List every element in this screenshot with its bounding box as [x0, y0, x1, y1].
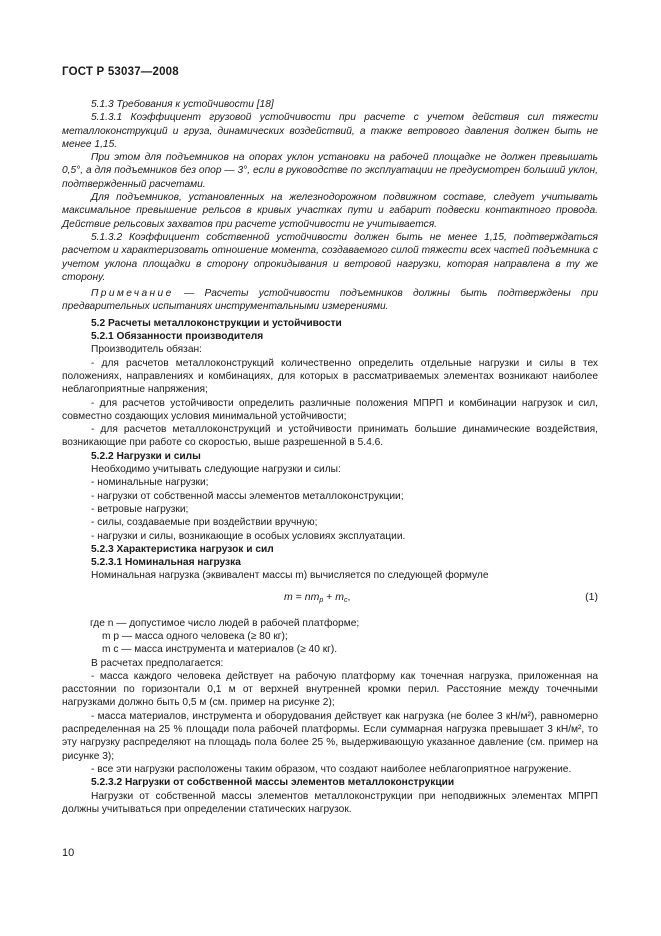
list-item: - силы, создаваемые при воздействии вручную;: [91, 517, 318, 529]
section-5-2-3-1-title: 5.2.3.1 Номинальная нагрузка: [91, 557, 241, 569]
paragraph-5-1-3-2: 5.1.3.2 Коэффициент собственной устойчивости должен быть не менее 1,15, подтверждаться расчетом и характеризовать отношение момента, создаваемого силой тяжести всех частей подъемника с учетом уклона площадки в сторону опрокидывания и ветровой нагрузки, которая направлена в ту же сторону.: [62, 231, 598, 283]
section-5-2-3-2-title: 5.2.3.2 Нагрузки от собственной массы элементов металлоконструкции: [91, 777, 455, 789]
list-item: - масса каждого человека действует на рабочую платформу как точечная нагрузка, приложенная на расстоянии по горизонтали 0,1 м от верхней внутренней кромки перил. Расстояние между точечными нагрузками должно быть 0,5 м (см. пример на рисунке 2);: [62, 670, 598, 709]
formula-expression: $m = nm_p + m_c$,: [284, 590, 351, 604]
list-item: - для расчетов устойчивости определить различные положения МПРП и комбинации нагрузок и сил, совместно создающих условия минимальной устойчивости;: [62, 397, 598, 422]
section-5-2-1-title: 5.2.1 Обязанности производителя: [91, 331, 264, 343]
list-item: - номинальные нагрузки;: [91, 477, 209, 489]
where-mc: m c — масса инструмента и материалов (≥ 40 кг).: [102, 644, 338, 656]
note: [62, 287, 598, 314]
list-item: - нагрузки и силы, возникающие в особых условиях эксплуатации.: [91, 530, 406, 542]
document-header: ГОСТ Р 53037—2008: [62, 66, 179, 78]
list-item: - все эти нагрузки расположены таким образом, что создают наиболее неблагоприятное нагружение.: [91, 763, 572, 775]
where-n: где n — допустимое число людей в рабочей платформе;: [90, 617, 360, 629]
formula-number: (1): [585, 590, 598, 603]
paragraph-5-1-3-1-rail: Для подъемников, установленных на железнодорожном подвижном составе, следует учитывать максимальное превышение рельсов в кривых участках пути и габарит подвески контактного провода. Действие рельсовых захватов при расчете устойчивости не учитывается.: [62, 192, 598, 230]
assumptions-intro: В расчетах предполагается:: [91, 657, 224, 669]
paragraph-5-1-3-1-slope: При этом для подъемников на опорах уклон установки на рабочей площадке не должен превышать 0,5°, а для подъемников без опор — 3°, если в руководстве по эксплуатации не предусмотрен больший уклон, подтвержденный расчетами.: [62, 152, 598, 190]
formula-1: [62, 589, 598, 611]
section-5-2-3-2-text: Нагрузки от собственной массы элементов металлоконструкции при неподвижных элементах МПРП должны учитываться при определении статических нагрузок.: [62, 790, 598, 815]
section-5-2-2-title: 5.2.2 Нагрузки и силы: [91, 450, 201, 462]
page-number: 10: [62, 847, 75, 859]
section-5-2-title: 5.2 Расчеты металлоконструкции и устойчивости: [91, 317, 342, 329]
note-text: — Расчеты устойчивости подъемников должны быть подтверждены при предварительных испытаниях инструментальными измерениями.: [62, 288, 598, 313]
where-mp: m p — масса одного человека (≥ 80 кг);: [102, 630, 288, 642]
list-item: - для расчетов металлоконструкций количественно определить отдельные нагрузки и силы в тех положениях, направлениях и комбинациях, для которых в рассматриваемых элементах возникают наиболее неблагоприятные напряжения;: [62, 357, 598, 396]
section-5-2-2-intro: Необходимо учитывать следующие нагрузки и силы:: [91, 464, 341, 476]
section-5-2-3-1-intro: Номинальная нагрузка (эквивалент массы m) вычисляется по следующей формуле: [91, 570, 489, 582]
section-5-1-3-title: 5.1.3 Требования к устойчивости [18]: [91, 99, 274, 110]
paragraph-5-1-3-1: 5.1.3.1 Коэффициент грузовой устойчивости при расчете с учетом действия сил тяжести металлоконструкций и груза, динамических воздействий, а также ветрового давления должен быть не менее 1,15.: [62, 112, 598, 150]
list-item: - ветровые нагрузки;: [91, 503, 189, 515]
list-item: - для расчетов металлоконструкций и устойчивости принимать большие динамические воздействия, возникающие при работе со скоростью, выше разрешенной в 5.4.6.: [62, 424, 598, 449]
list-item: - масса материалов, инструмента и оборудования действует как нагрузка (не более 3 кН/м²), равномерно распределенная на 25 % площади пола рабочей платформы. Если суммарная нагрузка превышает 3 кН/м², то эту нагрузку распределяют на площадь пола более 25 %, выдерживающую указанное давление (см. пример на рисунке 3);: [62, 710, 598, 762]
document-body: [62, 98, 598, 816]
list-item: - нагрузки от собственной массы элементов металлоконструкции;: [91, 490, 404, 502]
note-label: Примечание: [91, 288, 174, 300]
section-5-2-1-intro: Производитель обязан:: [91, 344, 202, 356]
section-5-2-3-title: 5.2.3 Характеристика нагрузок и сил: [91, 543, 274, 555]
